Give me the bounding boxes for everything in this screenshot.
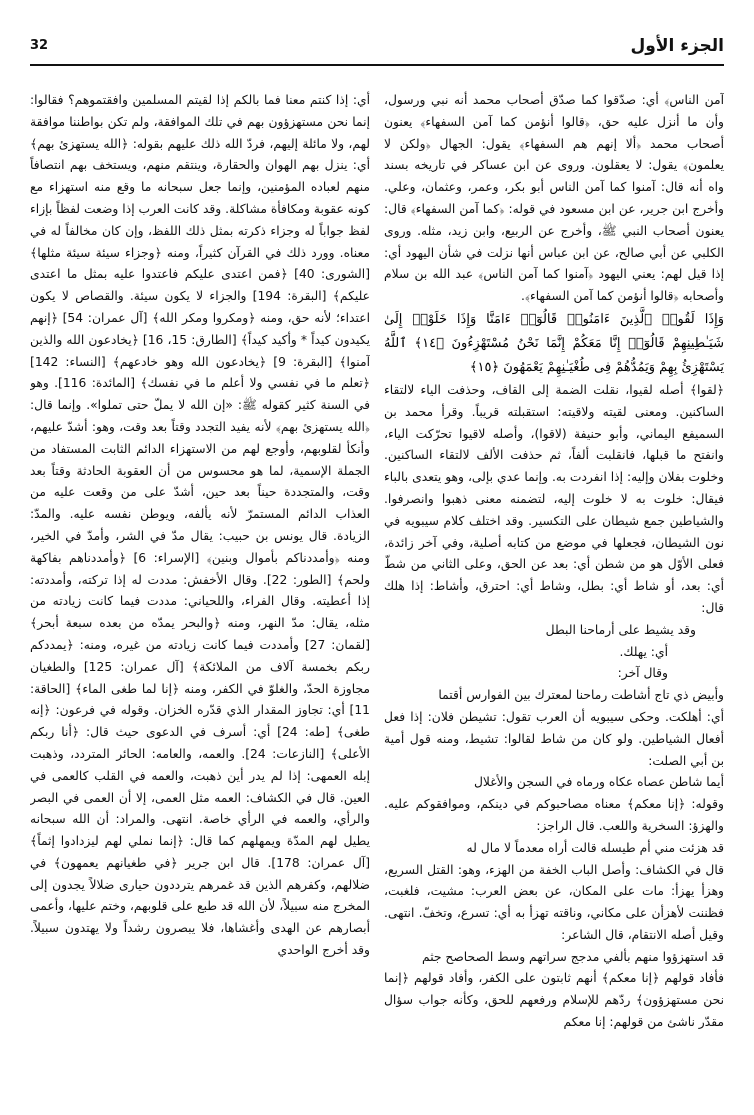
poem-line: قد استهزؤوا منهم بألفي مدجج سراتهم وسط الصحاصح جثم bbox=[422, 949, 724, 964]
paragraph: وقوله: ﴿إنا معكم﴾ معناه مصاحبوكم في دينكم، وموافقوكم عليه. والهزؤ: السخرية واللعب. قال الراجز: bbox=[384, 797, 724, 833]
paragraph: آمن الناس﴾ أي: صدّقوا كما صدّق أصحاب محمد أنه نبي ورسول، وأن ما أنزل عليه حق، ﴿قالوا أنؤمن كما آمن السفهاء﴾ يعنون أصحاب محمد ﴿ألا إنهم هم السفهاء﴾ يقول: الجهال ﴿ولكن لا يعلمون﴾ يقول: لا يعقلون. وروى عن ابن عساكر في تاريخه بسند واه أنه قال: آمنوا كما آمن الناس أبو بكر، وعمر، وعثمان، وعلي. وأخرج ابن جرير، عن ابن مسعود في قوله: ﴿كما آمن السفهاء﴾ قال: يعنون أصحاب النبي ﷺ، وأخرج عن الربيع، وابن زيد، مثله. وروى الكلبي عن أبي صالح، عن ابن عباس أنها نزلت في شأن اليهود أي: إذا قيل لهم: يعني اليهود ﴿آمنوا كما آمن الناس﴾ عبد الله بن سلام وأصحابه ﴿قالوا أنؤمن كما آمن السفهاء﴾. bbox=[384, 93, 724, 304]
page-number: 32 bbox=[30, 38, 49, 53]
right-column bbox=[384, 90, 724, 1090]
left-column bbox=[30, 90, 370, 1090]
quran-verse: وَإِذَا لَقُوا۟ ٱلَّذِينَ ءَامَنُوا۟ قَالُوٓا۟ ءَامَنَّا وَإِذَا خَلَوْا۟ إِلَىٰ شَيَـٰطِينِهِمْ قَالُوٓا۟ إِنَّا مَعَكُمْ إِنَّمَا نَحْنُ مُسْتَهْزِءُونَ ﴿١٤﴾ ٱللَّهُ يَسْتَهْزِئُ بِهِمْ وَيَمُدُّهُمْ فِى طُغْيَـٰنِهِمْ يَعْمَهُونَ ﴿١٥﴾ bbox=[384, 311, 724, 375]
poem-gloss: أي: يهلك. bbox=[619, 644, 668, 659]
paragraph: أي: أهلكت. وحكى سيبويه أن العرب تقول: تشيطن فلان: إذا فعل أفعال الشياطين. ولو كان من شاط لقالوا: تشيط، ومنه قول أمية بن أبي الصلت: bbox=[384, 709, 724, 768]
paragraph: أي: إذا كنتم معنا فما بالكم إذا لقيتم المسلمين وافقتموهم؟ فقالوا: إنما نحن مستهزؤون بهم في تلك الموافقة، ولم تكن بواطننا موافقة لهم، ولا مائلة إليهم، فردّ الله ذلك عليهم بقوله: ﴿الله يستهزئ بهم﴾ أي: ينزل بهم الهوان والحقارة، وينتقم منهم، ويستخف بهم انتصافاً منهم لعباده المؤمنين، وإنما جعل سبحانه ما وقع منه استهزاء مع كونه عقوبة ومكافأة مشاكلة. وقد كانت العرب إذا وضعت لفظاً بإزاء لفظ جواباً له وجزاء ذكرته بمثل ذلك اللفظ، وإن كان مخالفاً له في معناه. وورد ذلك في القرآن كثيراً، ومنه ﴿وجزاء سيئة سيئة مثلها﴾ [الشورى: 40] ﴿فمن اعتدى عليكم فاعتدوا عليه بمثل ما اعتدى عليكم﴾ [البقرة: 194] والجزاء لا يكون سيئة. والقصاص لا يكون اعتداء؛ لأنه حق، ومنه ﴿ومكروا ومكر الله﴾ [آل عمران: 54] ﴿إنهم يكيدون كيداً * وأكيد كيداً﴾ [الطارق: 15، 16] ﴿يخادعون الله والذين آمنوا﴾ [البقرة: 9] ﴿يخادعون الله وهو خادعهم﴾ [النساء: 142] ﴿تعلم ما في نفسي ولا أعلم ما في نفسك﴾ [المائدة: 116]. وهو في السنة كثير كقوله ﷺ: «إن الله لا يملّ حتى تملوا». وإنما قال: ﴿الله يستهزئ بهم﴾ لأنه يفيد التجدد وقتاً بعد وقت، وهو: أشدّ عليهم، وأنكأ لقلوبهم، وأوجع لهم من الاستهزاء الدائم الثابت المستفاد من الجملة الإسمية، لما هو محسوس من أن العقوبة الحادثة وقتاً بعد وقت، والمتجددة حيناً بعد حين، أشدّ على من وقعت عليه من العذاب الدائم المستمرّ لأنه يألفه، ويوطن نفسه عليه. والمدّ: الزيادة. قال يونس بن حبيب: يقال مدّ في الشر، وأمدّ في الخير، ومنه ﴿وأمددناكم بأموال وبنين﴾ [الإسراء: 6] ﴿وأمددناهم بفاكهة ولحم﴾ [الطور: 22]. وقال الأخفش: مددت له إذا تركته، وأمددته: إذا أعطيته. وقال الفراء، واللحياني: مددت فيما كانت زيادته من مثله، يقال: مدّ النهر، ومنه ﴿والبحر يمدّه من بعده سبعة أبحر﴾ [لقمان: 27] وأمددت فيما كانت زيادته من غيره، ومنه: ﴿يمددكم ربكم بخمسة آلاف من الملائكة﴾ [آل عمران: 125] والطغيان مجاوزة الحدّ، والغلوّ في الكفر، ومنه ﴿إنا لما طغى الماء﴾ [الحاقة: 11] أي: تجاوز المقدار الذي قدّره الخزان. وقوله في فرعون: ﴿إنه طغى﴾ [طه: 24] أي: أسرف في الدعوى حيث قال: ﴿أنا ربكم الأعلى﴾ [النازعات: 24]. والعمه، والعامه: الحائر المتردد، وذهبت إبله العمهى: إذا لم يدر أين ذهبت، والعمه في القلب كالعمى في العين. قال في الكشاف: العمه مثل العمى، إلا أن العمى في البصر والرأي، والعمه في الرأي خاصة. انتهى. والمراد: أن الله سبحانه يطيل لهم المدّة ويمهلهم كما قال: ﴿إنما نملي لهم ليزدادوا إثماً﴾ [آل عمران: 178]. قال ابن جرير ﴿في طغيانهم يعمهون﴾ في ضلالهم، وكفرهم الذين قد غمرهم يترددون حيارى ضلالاً يجدون إلى المخرج منه سبيلاً، لأن الله قد طبع على قلوبهم، وختم عليها، وأعمى أبصارهم عن الهدى وأغشاها، فلا يبصرون رشداً ولا يهتدون سبيلاً. وقد أخرج الواحدي bbox=[30, 93, 370, 958]
poem-line: أيما شاطن عصاه عكاه ورماه في السجن والأغلال bbox=[473, 775, 724, 790]
paragraph: قال في الكشاف: وأصل الباب الخفة من الهزء، وهو: القتل السريع، وهزأ يهزأ: مات على المكان، عن بعض العرب: مشيت، فلغبت، فظننت لأهزأن على مكاني، وناقته تهزأ به أي: تسرع، وتخفّ. انتهى. وقيل أصله الانتقام، قال الشاعر: bbox=[384, 862, 724, 942]
poem-line: وأبيض ذي تاج أشاطت رماحنا لمعترك بين الفوارس أقتما bbox=[438, 688, 724, 703]
page-header bbox=[30, 34, 724, 66]
volume-title: الجزء الأول bbox=[630, 36, 724, 56]
poem-line: قد هزئت مني أم طيسله قالت أراه معدماً لا مال له bbox=[466, 840, 724, 855]
poem-intro: وقال آخر: bbox=[617, 666, 668, 681]
paragraph: فأفاد قولهم ﴿إنا معكم﴾ أنهم ثابتون على الكفر، وأفاد قولهم ﴿إنما نحن مستهزؤون﴾ ردّهم للإسلام ورفعهم للحق، وكأنه جواب سؤال مقدّر ناشئ من قولهم: إنا معكم bbox=[384, 971, 724, 1030]
poem-line: وقد يشيط على أرماحنا البطل bbox=[545, 622, 696, 637]
paragraph: ﴿لقوا﴾ أصله لقيوا، نقلت الضمة إلى القاف، وحذفت الياء لالتقاء الساكنين. ومعنى لقيته ولاقيته: استقبلته قريباً. وقرأ محمد بن السميفع اليماني، وأبو حنيفة (لاقوا)، وأصله لاقيوا تحرّكت الياء، وانفتح ما قبلها، فانقلبت ألفاً، ثم حذفت الألف لالتقاء الساكنين. وخلوت بفلان وإليه: إذا انفردت به. وإنما عدي بإلى، وهو يتعدى بالباء فيقال: خلوت به لا خلوت إليه، لتضمنه معنى ذهبوا وانصرفوا. والشياطين جمع شيطان على التكسير. وقد اختلف كلام سيبويه في نون الشيطان، فجعلها في موضع من كتابه أصلية، وفي آخر زائدة، فعلى الأوّل هو من شطن أي: بعد عن الحق، وعلى الثاني من شطّ أي: بعد، أو شاط أي: بطل، وشاط أي: احترق، وأشاط: إذا هلك قال: bbox=[384, 382, 724, 615]
